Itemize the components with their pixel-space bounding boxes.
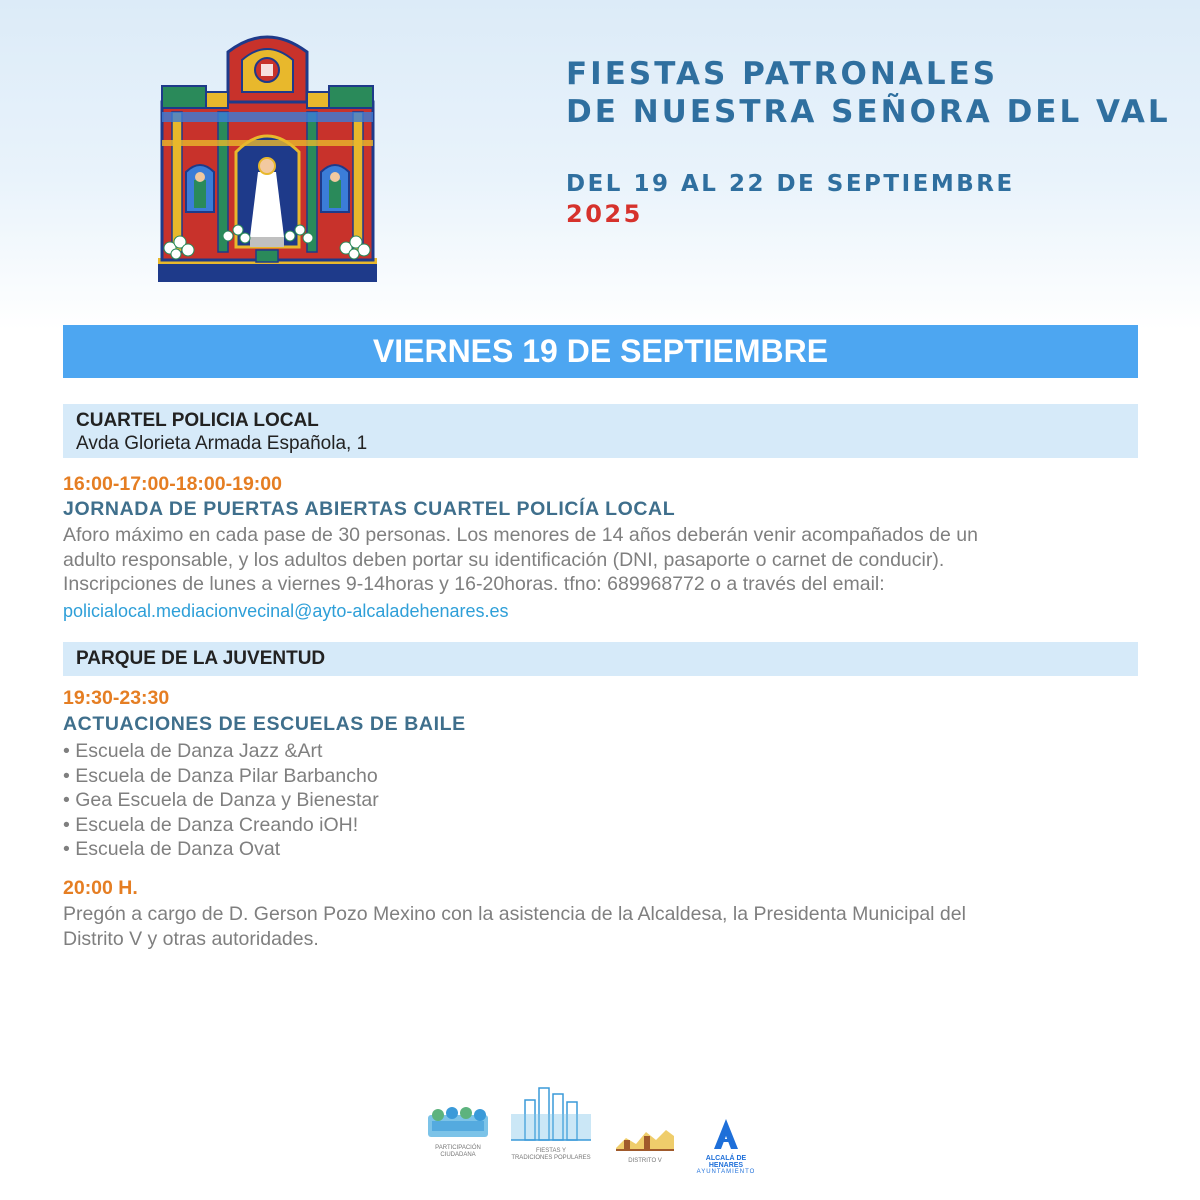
event-title: JORNADA DE PUERTAS ABIERTAS CUARTEL POLICÍA LOCAL	[63, 498, 676, 520]
festival-dates: DEL 19 AL 22 DE SEPTIEMBRE	[566, 171, 1015, 197]
list-item: • Escuela de Danza Jazz &Art	[63, 739, 379, 764]
email-link[interactable]: policialocal.mediacionvecinal@ayto-alcaladehenares.es	[63, 601, 509, 621]
alcala-ayuntamiento-logo	[688, 1117, 764, 1197]
altar-illustration	[150, 22, 385, 284]
venue-cuartel-policia	[63, 404, 1138, 458]
list-item: • Escuela de Danza Creando iOH!	[63, 813, 379, 838]
distrito-v-logo	[614, 1118, 676, 1198]
description-line: adulto responsable, y los adultos deben portar su identificación (DNI, pasaporte o carnet de conducir).	[63, 548, 945, 571]
festival-title	[566, 55, 1171, 131]
day-banner: VIERNES 19 DE SEPTIEMBRE	[63, 325, 1138, 378]
logo-caption: FIESTAS Y	[535, 1148, 567, 1154]
town-skyline-icon	[505, 1080, 597, 1144]
event-time: 16:00-17:00-18:00-19:00	[63, 473, 282, 495]
event-time: 20:00 H.	[63, 877, 138, 899]
list-item: • Escuela de Danza Ovat	[63, 837, 379, 862]
district-skyline-icon	[614, 1118, 676, 1154]
festival-year: 2025	[566, 200, 643, 228]
event-description	[63, 523, 1143, 597]
description-line: Inscripciones de lunes a viernes 9-14horas y 16-20horas. tfno: 689968772 o a través del email:	[63, 573, 885, 595]
logo-caption: AYUNTAMIENTO	[696, 1169, 756, 1175]
description-line: Distrito V y otras autoridades.	[63, 927, 319, 950]
logo-caption: PARTICIPACIÓN	[435, 1145, 481, 1151]
people-group-icon	[424, 1085, 492, 1141]
logo-caption: ALCALÁ DE HENARES	[705, 1155, 747, 1169]
fiestas-tradiciones-logo	[505, 1080, 597, 1160]
logo-caption: DISTRITO V	[628, 1158, 662, 1164]
logo-caption: TRADICIONES POPULARES	[511, 1155, 591, 1161]
description-line: Aforo máximo en cada pase de 30 personas. Los menores de 14 años deberán venir acompañados de un	[63, 524, 978, 546]
venue-name: CUARTEL POLICIA LOCAL	[76, 410, 319, 431]
event-description	[63, 902, 1143, 951]
participacion-ciudadana-logo	[424, 1085, 492, 1165]
alcala-a-icon	[688, 1117, 764, 1151]
dance-schools-list	[63, 739, 379, 862]
festival-title-line2: DE NUESTRA SEÑORA DEL VAL	[566, 94, 1171, 130]
list-item: • Escuela de Danza Pilar Barbancho	[63, 764, 379, 789]
venue-parque-juventud	[63, 642, 1138, 676]
event-title: ACTUACIONES DE ESCUELAS DE BAILE	[63, 713, 466, 735]
logo-caption: CIUDADANA	[440, 1152, 476, 1158]
list-item: • Gea Escuela de Danza y Bienestar	[63, 788, 379, 813]
festival-title-line1: FIESTAS PATRONALES	[566, 56, 999, 92]
venue-name: PARQUE DE LA JUVENTUD	[76, 648, 326, 669]
event-time: 19:30-23:30	[63, 687, 170, 709]
venue-address: Avda Glorieta Armada Española, 1	[76, 433, 368, 454]
description-line: Pregón a cargo de D. Gerson Pozo Mexino con la asistencia de la Alcaldesa, la Presidenta Municipal del	[63, 903, 966, 925]
